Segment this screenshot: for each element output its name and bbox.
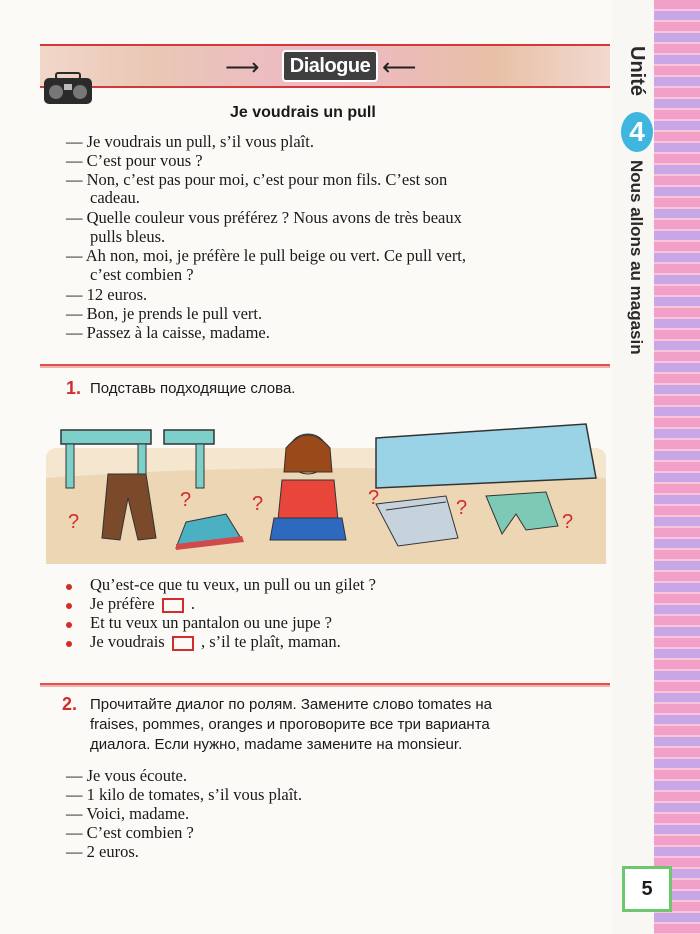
exercise-item-text: Je voudrais	[90, 632, 165, 651]
dialogue-line: — 1 kilo de tomates, s’il vous plaît.	[66, 785, 303, 804]
dialogue-line: cadeau.	[90, 188, 140, 207]
page-number: 5	[622, 866, 672, 912]
exercise-item-text: Je préfère	[90, 594, 155, 613]
svg-text:?: ?	[252, 493, 264, 515]
exercise-instruction: Прочитайте диалог по ролям. Замените слово tomates на	[90, 696, 493, 713]
svg-text:?: ?	[456, 497, 468, 519]
bullet	[66, 584, 72, 590]
exercise-item	[90, 632, 341, 652]
svg-text:?: ?	[180, 489, 192, 511]
exercise-number: 1.	[66, 378, 82, 398]
exercise-item	[90, 594, 195, 614]
dialogue-line: — C’est pour vous ?	[66, 151, 203, 170]
bullet	[66, 641, 72, 647]
bullet	[66, 622, 72, 628]
svg-text:?: ?	[562, 511, 574, 533]
svg-text:?: ?	[368, 487, 380, 509]
blank-box[interactable]	[172, 636, 194, 651]
dialogue-line: — Je voudrais un pull, s’il vous plaît.	[66, 132, 314, 151]
dialogue-title: Je voudrais un pull	[230, 104, 376, 121]
dialogue-line: — Quelle couleur vous préférez ? Nous avons de très beaux	[66, 208, 462, 227]
dialogue-line: — Ah non, moi, je préfère le pull beige ou vert. Ce pull vert,	[66, 246, 467, 265]
section-divider	[40, 683, 610, 685]
dialogue-line: — C’est combien ?	[66, 823, 194, 842]
exercise-item-text: .	[190, 594, 195, 613]
unit-title: Nous allons au magasin	[627, 160, 646, 355]
exercise-item-text: , s’il te plaît, maman.	[200, 632, 341, 651]
dialogue-line: c’est combien ?	[90, 265, 194, 284]
unit-label: Unité	[626, 46, 648, 96]
exercise-number: 2.	[62, 694, 78, 714]
dialogue-line: — 2 euros.	[66, 842, 139, 861]
svg-text:?: ?	[68, 511, 80, 533]
dialogue-line: pulls bleus.	[90, 227, 166, 246]
blank-box[interactable]	[162, 598, 184, 613]
dialogue-line: — Je vous écoute.	[66, 766, 187, 785]
dialogue-line: — Voici, madame.	[66, 804, 190, 823]
illustration-girl-with-clothes	[46, 418, 606, 564]
bullet	[66, 603, 72, 609]
arrow-left-icon: ⟵	[382, 53, 417, 81]
arrow-right-icon: ⟶	[225, 53, 260, 81]
exercise-instruction: Подставь подходящие слова.	[90, 380, 296, 397]
banner-title: Dialogue	[282, 50, 378, 82]
exercise-item: Et tu veux un pantalon ou une jupe ?	[90, 613, 332, 632]
dialogue-line: — Passez à la caisse, madame.	[66, 323, 270, 342]
cassette-player-icon	[42, 72, 94, 106]
dialogue-line: — Bon, je prends le pull vert.	[66, 304, 263, 323]
section-divider	[40, 364, 610, 366]
exercise-item: Qu’est-ce que tu veux, un pull ou un gilet ?	[90, 575, 376, 594]
exercise-instruction: диалога. Если нужно, madame замените на monsieur.	[90, 736, 463, 753]
dialogue-line: — Non, c’est pas pour moi, c’est pour mon fils. C’est son	[66, 170, 448, 189]
dialogue-line: — 12 euros.	[66, 285, 148, 304]
exercise-instruction: fraises, pommes, oranges и проговорите все три варианта	[90, 716, 490, 733]
unit-number-badge: 4	[621, 112, 653, 152]
